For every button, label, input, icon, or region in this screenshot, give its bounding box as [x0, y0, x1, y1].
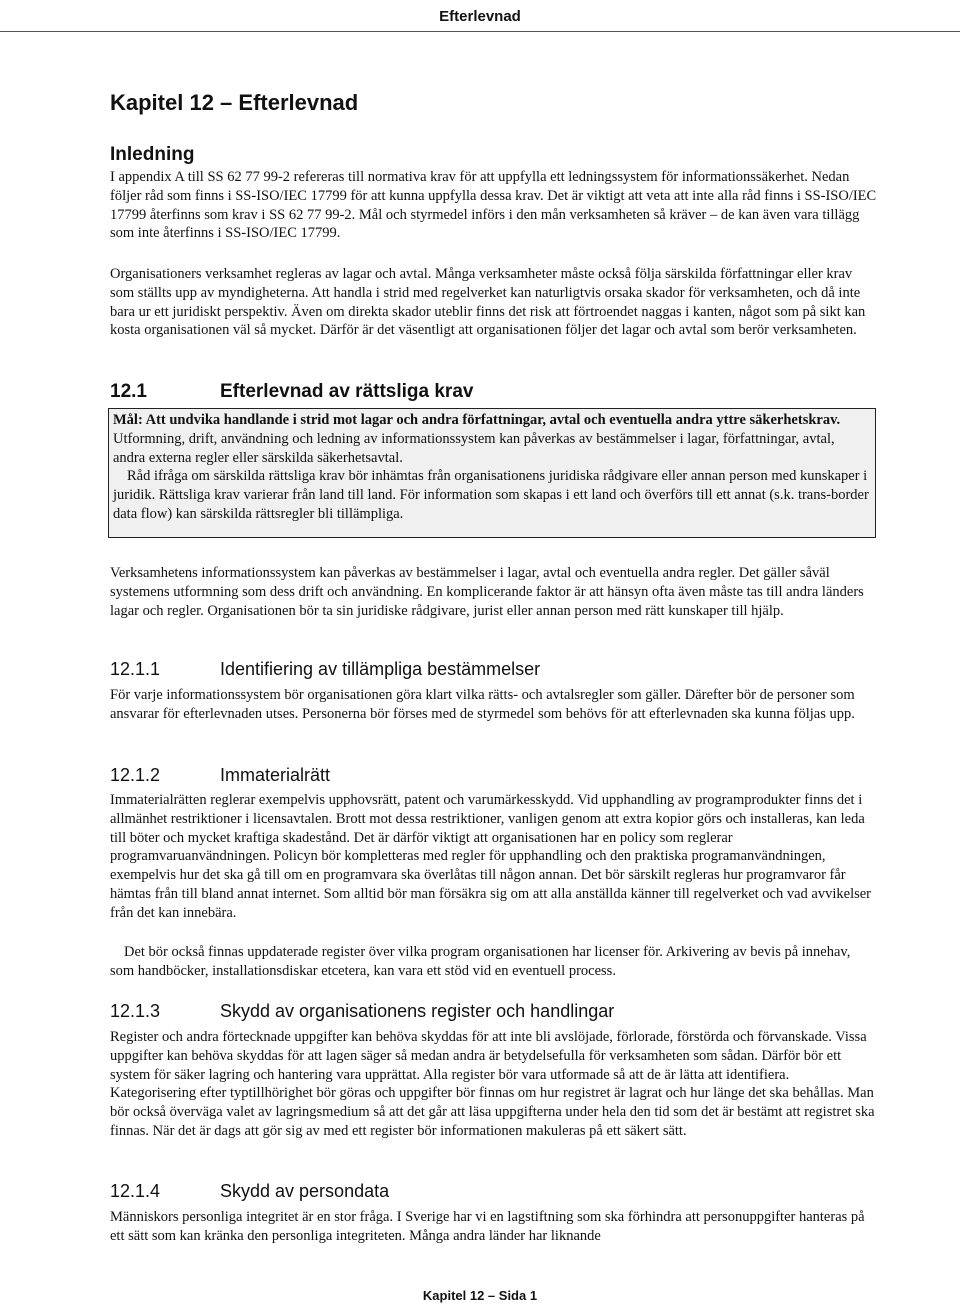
section-12-1-heading	[110, 380, 473, 404]
section-12-1-4-paragraph: Människors personliga integritet är en stor fråga. I Sverige har vi en lagstiftning som ska förhindra att personuppgifter hanteras på ett sätt som kan kränka den personliga integriteten. Många andra länder har liknande	[110, 1209, 865, 1244]
section-12-1-1-heading	[110, 657, 540, 681]
section-12-1-4-heading	[110, 1179, 389, 1203]
page-header: Efterlevnad	[439, 8, 521, 25]
section-number: 12.1.3	[110, 1001, 161, 1021]
section-12-1-paragraph: Verksamhetens informationssystem kan påverkas av bestämmelser i lagar, avtal och eventuella andra regler. Det gäller såväl systemens utformning som dess drift och användning. En komplicerande faktor är att hänsyn ofta även måste tas till andra länders lagar och regler. Organisationen bör ta sin juridiske rådgivare, jurist eller annan person med rätt kunskaper till hjälp.	[110, 565, 864, 619]
header-divider	[0, 31, 960, 32]
section-title: Skydd av organisationens register och handlingar	[220, 1001, 615, 1021]
section-title: Skydd av persondata	[220, 1181, 390, 1201]
section-12-1-3-heading	[110, 999, 614, 1023]
section-number: 12.1.4	[110, 1181, 161, 1201]
section-12-1-1-paragraph: För varje informationssystem bör organisationen göra klart vilka rätts- och avtalsregler som gäller. Därefter bör de personer som ansvarar för efterlevnaden utses. Personerna bör förses med de styrmedel som behövs för att efterlevnaden ska kunna följas upp.	[110, 687, 855, 722]
section-number: 12.1.2	[110, 765, 161, 785]
section-title: Efterlevnad av rättsliga krav	[220, 381, 474, 402]
page-footer: Kapitel 12 – Sida 1	[422, 1288, 538, 1303]
goal-statement: Mål: Att undvika handlande i strid mot lagar och andra författningar, avtal och eventuella andra yttre säkerhetskrav.	[113, 412, 841, 428]
intro-heading: Inledning	[110, 144, 195, 165]
section-12-1-3-paragraph: Register och andra förtecknade uppgifter kan behöva skyddas för att inte bli avslöjade, förlorade, förstörda och förvanskade. Vissa uppgifter kan behöva skyddas för att lagen säger så medan andra är betydelsefulla för verksamheten som sådan. Därför bör ett system för säker lagring och hantering vara upprättat. Alla register bör vara utformade så att de är lätta att identifiera. Kategorisering efter typtillhörighet bör göras och uppgifter bör finnas om hur registret är lagrat och hur länge det ska behållas. Man bör också överväga valet av lagringsmedium så att det går att läsa uppgifterna under hela den tid som det är bestämt att registret ska finnas. När det är dags att gör sig av med ett register bör informationen makuleras på ett säkert sätt.	[110, 1029, 875, 1139]
intro-paragraph-1: I appendix A till SS 62 77 99-2 refereras till normativa krav för att uppfylla ett ledningssystem för informationssäkerhet. Nedan följer råd som finns i SS-ISO/IEC 17799 för att kunna uppfylla dessa krav. Det är viktigt att veta att inte alla råd finns i SS-ISO/IEC 17799 återfinns som krav i SS 62 77 99-2. Mål och styrmedel införs i den mån verksamheten så kräver – de kan även vara tillägg som inte återfinns i SS-ISO/IEC 17799.	[110, 169, 877, 242]
goal-box	[108, 408, 876, 538]
section-title: Identifiering av tillämpliga bestämmelser	[220, 659, 541, 679]
section-number: 12.1.1	[110, 659, 161, 679]
goal-box-paragraph-1: Utformning, drift, användning och ledning av informationssystem kan påverkas av bestämmelser i lagar, författningar, avtal, andra externa regler eller särskilda säkerhetsavtal.	[113, 430, 835, 466]
section-title: Immaterialrätt	[220, 765, 331, 785]
chapter-title: Kapitel 12 – Efterlevnad	[110, 90, 359, 115]
section-12-1-2-paragraph-1: Immaterialrätten reglerar exempelvis upphovsrätt, patent och varumärkesskydd. Vid upphandling av programprodukter finns det i allmänhet restriktioner i licensavtalen. Brott mot dessa restriktioner, vanligen genom att extra kopior görs och installeras, kan leda till böter och mycket kraftiga skadestånd. Det är därför viktigt att organisationen har en policy som reglerar programvaruanvändningen. Policyn bör kompletteras med regler för upphandling och den praktiska programanvändningen, exempelvis hur det ska gå till om en programvara ska överlåtas till någon annan. Det bör särskilt regleras hur programvaror får hämtas från till bland annat internet. Som alltid bör man försäkra sig om att alla anställda känner till regelverket och vad avvikelser från det kan innebära.	[110, 792, 872, 921]
goal-box-paragraph-2: Råd ifråga om särskilda rättsliga krav bör inhämtas från organisationens juridiska rådgivare eller annan person med kunskaper i juridik. Rättsliga krav varierar från land till land. För information som skapas i ett land och överförs till ett annat (s.k. trans-border data flow) kan särskilda rättsregler bli tillämpliga.	[113, 468, 869, 522]
intro-paragraph-2: Organisationers verksamhet regleras av lagar och avtal. Många verksamheter måste också följa särskilda författningar eller krav som ställts upp av myndigheterna. Att handla i strid med regelverket kan naturligtvis orsaka skador för verksamheten, och då inte bara ur ett juridiskt perspektiv. Även om direkta skador uteblir finns det risk att förtroendet naggas i kanten, något som på sikt kan kosta organisationen väl så mycket. Därför är det väsentligt att organisationen följer det lagar och avtal som berör verksamheten.	[110, 266, 866, 339]
section-number: 12.1	[110, 381, 147, 402]
section-12-1-2-heading	[110, 763, 330, 787]
section-12-1-2-paragraph-2: Det bör också finnas uppdaterade register över vilka program organisationen har licenser för. Arkivering av bevis på innehav, som handböcker, installationsdiskar etcetera, kan vara ett stöd vid en eventuell process.	[110, 944, 851, 979]
